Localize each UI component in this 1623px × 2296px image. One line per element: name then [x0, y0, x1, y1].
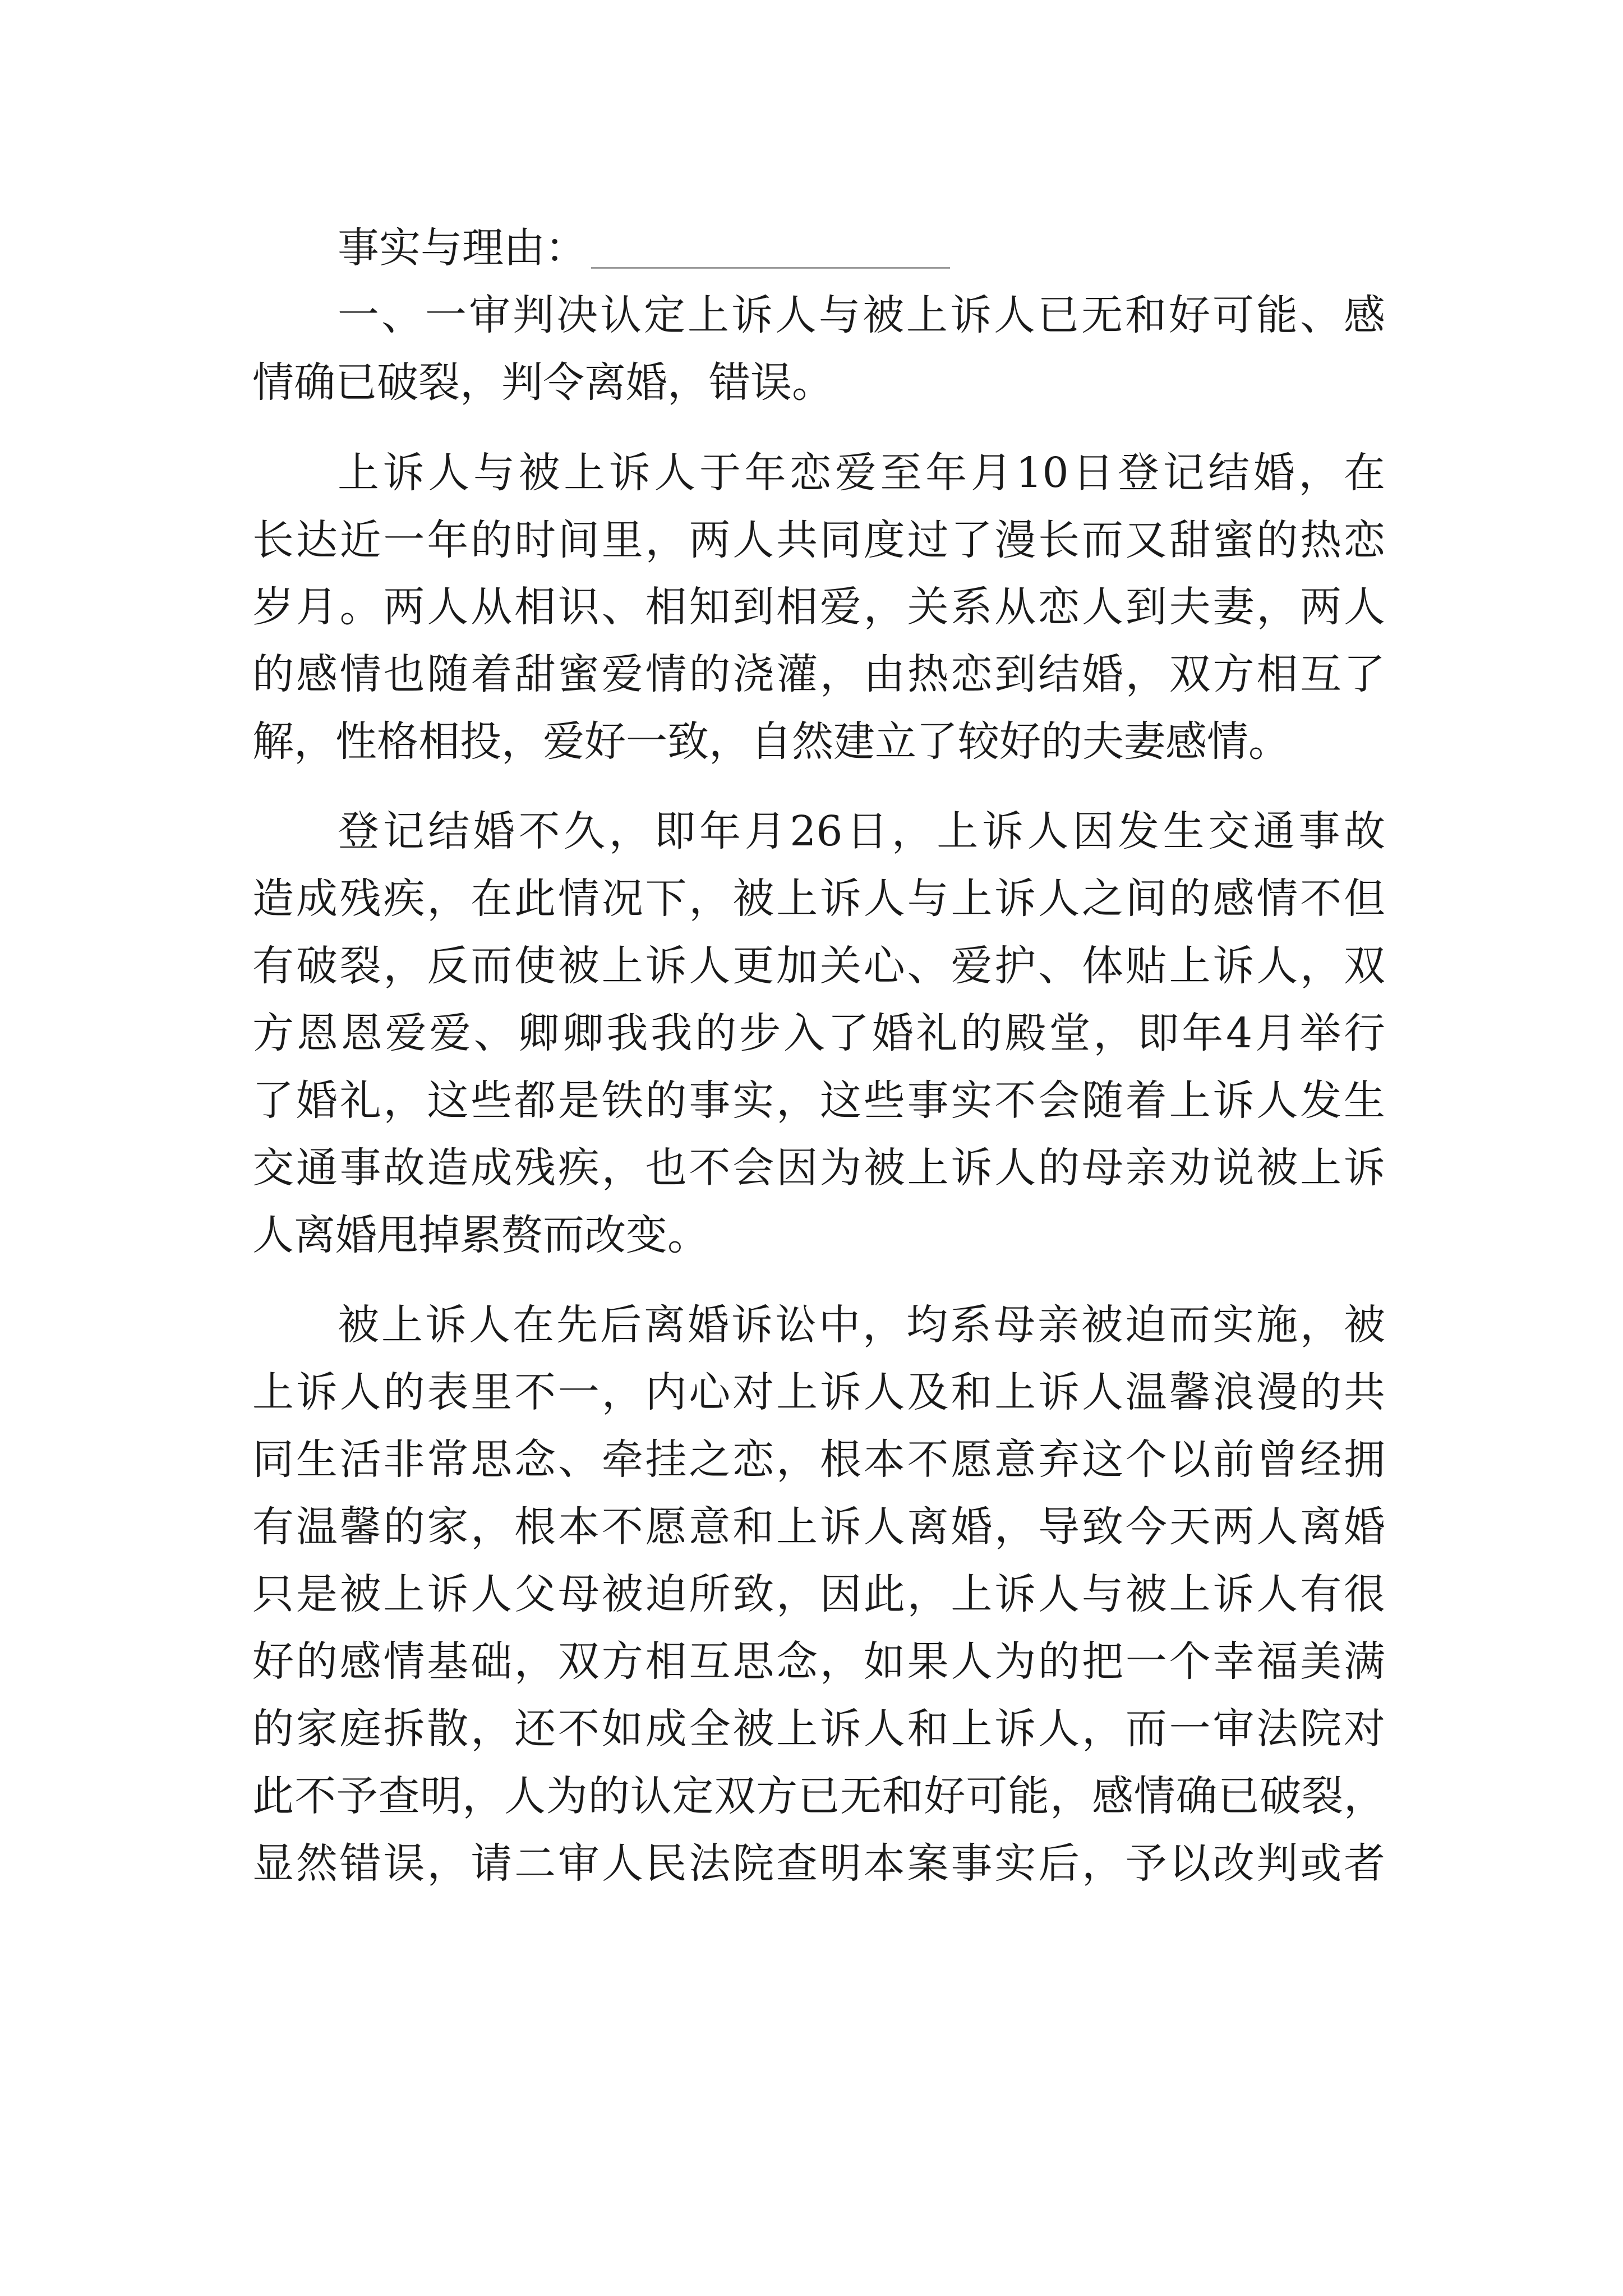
- fill-in-blank-line: [591, 267, 950, 269]
- paragraph-line: 造成残疾，在此情况下，被上诉人与上诉人之间的感情不但: [252, 875, 1385, 923]
- paragraph-line: 情确已破裂，判令离婚，错误。: [252, 358, 833, 407]
- paragraph-line: 方恩恩爱爱、卿卿我我的步入了婚礼的殿堂，即年4月举行: [252, 1009, 1385, 1057]
- paragraph-line: 有温馨的家，根本不愿意和上诉人离婚，导致今天两人离婚: [252, 1503, 1385, 1551]
- paragraph-line: 被上诉人在先后离婚诉讼中，均系母亲被迫而实施，被: [338, 1301, 1385, 1349]
- facts-heading-row: [338, 220, 950, 276]
- paragraph-line: 的家庭拆散，还不如成全被上诉人和上诉人，而一审法院对: [252, 1705, 1385, 1753]
- paragraph-line: 解，性格相投，爱好一致，自然建立了较好的夫妻感情。: [252, 717, 1290, 766]
- paragraph-line: 有破裂，反而使被上诉人更加关心、爱护、体贴上诉人，双: [252, 942, 1385, 990]
- paragraph-line: 的感情也随着甜蜜爱情的浇灌，由热恋到结婚，双方相互了: [252, 650, 1385, 698]
- paragraph-line: 上诉人与被上诉人于年恋爱至年月10日登记结婚，在: [338, 449, 1385, 497]
- paragraph-line: 交通事故造成残疾，也不会因为被上诉人的母亲劝说被上诉: [252, 1144, 1385, 1192]
- paragraph-line: 了婚礼，这些都是铁的事实，这些事实不会随着上诉人发生: [252, 1076, 1385, 1125]
- paragraph-line: 一、一审判决认定上诉人与被上诉人已无和好可能、感: [338, 291, 1385, 339]
- facts-heading: 事实与理由：: [338, 224, 587, 272]
- paragraph-line: 此不予查明，人为的认定双方已无和好可能，感情确已破裂，: [252, 1772, 1385, 1820]
- paragraph-line: 登记结婚不久，即年月26日，上诉人因发生交通事故: [338, 807, 1385, 855]
- paragraph-line: 显然错误，请二审人民法院查明本案事实后，予以改判或者: [252, 1839, 1385, 1888]
- paragraph-line: 人离婚甩掉累赘而改变。: [252, 1211, 709, 1259]
- paragraph-line: 同生活非常思念、牵挂之恋，根本不愿意弃这个以前曾经拥: [252, 1435, 1385, 1484]
- paragraph-line: 长达近一年的时间里，两人共同度过了漫长而又甜蜜的热恋: [252, 516, 1385, 564]
- paragraph-line: 好的感情基础，双方相互思念，如果人为的把一个幸福美满: [252, 1637, 1385, 1686]
- paragraph-line: 只是被上诉人父母被迫所致，因此，上诉人与被上诉人有很: [252, 1570, 1385, 1618]
- paragraph-line: 上诉人的表里不一，内心对上诉人及和上诉人温馨浪漫的共: [252, 1368, 1385, 1416]
- paragraph-line: 岁月。两人从相识、相知到相爱，关系从恋人到夫妻，两人: [252, 583, 1385, 631]
